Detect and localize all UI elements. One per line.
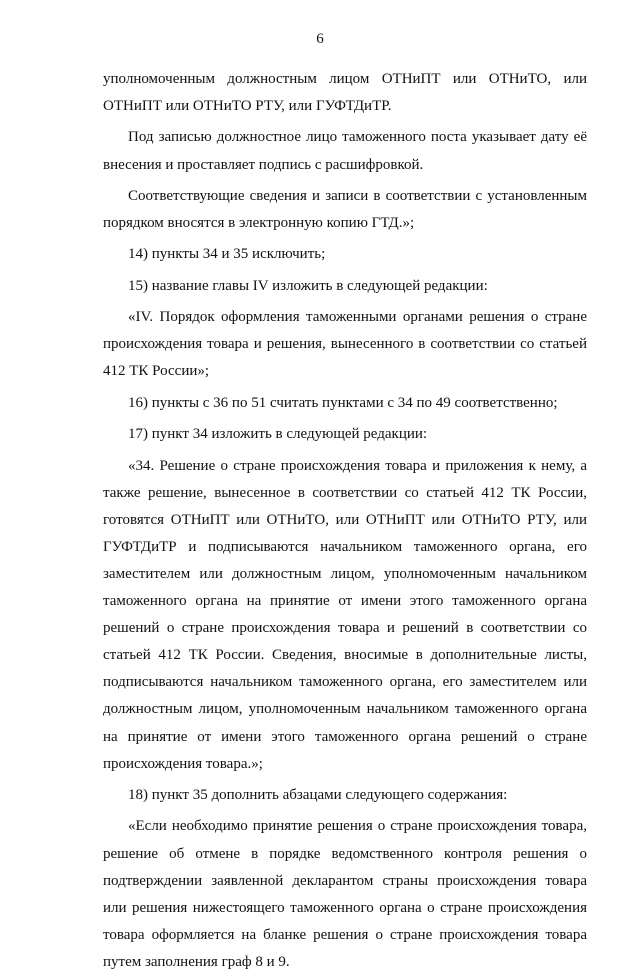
page-number: 6 bbox=[316, 31, 324, 47]
paragraph-record-note: Под записью должностное лицо таможенного поста указывает дату её внесения и проставляет подпись с расшифровкой. bbox=[103, 129, 587, 173]
paragraph-continuation: уполномоченным должностным лицом ОТНиПТ или ОТНиТО, или ОТНиПТ или ОТНиТО РТУ, или ГУФТДиТР. bbox=[103, 71, 587, 115]
document-body bbox=[103, 66, 587, 980]
paragraph-item-14: 14) пункты 34 и 35 исключить; bbox=[128, 246, 326, 263]
paragraph-item-16: 16) пункты с 36 по 51 считать пунктами с 34 по 49 соответственно; bbox=[128, 394, 558, 411]
paragraph-electronic-copy: Соответствующие сведения и записи в соответствии с установленным порядком вносятся в электронную копию ГТД.»; bbox=[103, 187, 587, 232]
paragraph-item-18: 18) пункт 35 дополнить абзацами следующего содержания: bbox=[128, 787, 508, 804]
paragraph-chapter-iv-title: «IV. Порядок оформления таможенными органами решения о стране происхождения товара и решения, вынесенного в соответствии со статьей 412 ТК России»; bbox=[103, 309, 587, 380]
paragraph-point-34-text: «34. Решение о стране происхождения товара и приложения к нему, а также решение, вынесенное в соответствии со статьей 412 ТК России, готовятся ОТНиПТ или ОТНиТО, или ОТНиПТ или ОТНиТО РТУ, или ГУФТДиТР и подписываются начальником таможенного органа, его заместителем или должностным лицом, уполномоченным начальником таможенного органа на принятие от имени этого таможенного органа решений о стране происхождения товара и решений в соответствии со статьей 412 ТК России. Сведения, вносимые в дополнительные листы, подписываются начальником таможенного органа, его заместителем или должностным лицом, уполномоченным начальником таможенного органа на принятие от имени этого таможенного органа решений о стране происхождения товара.»; bbox=[103, 457, 587, 772]
paragraph-point-35-addition: «Если необходимо принятие решения о стране происхождения товара, решение об отмене в порядке ведомственного контроля решения о подтверждении заявленной декларантом страны происхождения товара или решения нижестоящего таможенного органа о стране происхождения товара оформляется на бланке решения о стране происхождения товара путем заполнения граф 8 и 9. bbox=[103, 818, 587, 970]
paragraph-item-15: 15) название главы IV изложить в следующей редакции: bbox=[128, 277, 488, 294]
paragraph-item-17: 17) пункт 34 изложить в следующей редакции: bbox=[128, 426, 428, 443]
